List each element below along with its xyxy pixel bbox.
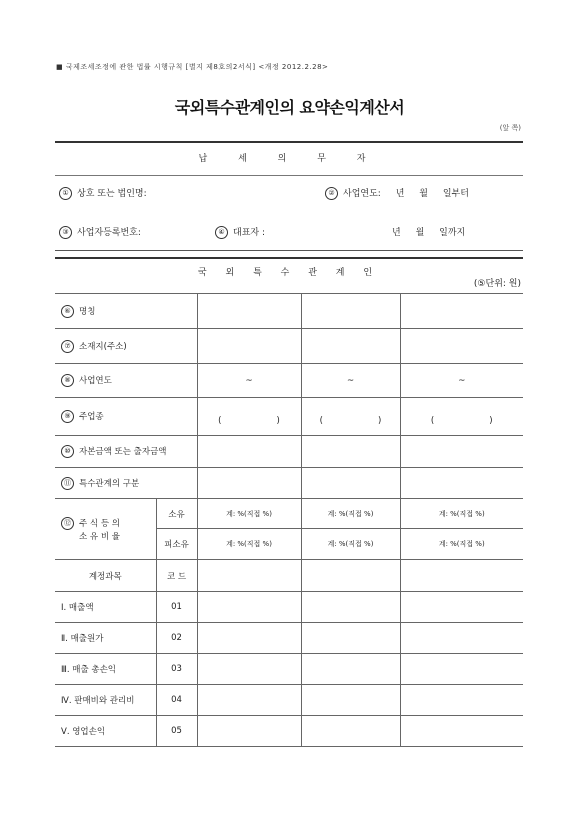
fiscal-year-end-field[interactable] [392, 225, 465, 238]
bizno-field[interactable] [59, 225, 141, 239]
account-row [55, 654, 523, 685]
circle-num-2: ② [325, 187, 338, 200]
corp-name-label: 상호 또는 법인명: [77, 189, 147, 199]
owned-by-pct-cell-3[interactable]: 계: %(직접 %) [400, 529, 523, 560]
owned-pct-cell-1[interactable]: 계: %(직접 %) [197, 499, 301, 529]
account-amount-cell[interactable] [197, 685, 301, 716]
name-cell-1[interactable] [197, 294, 301, 329]
account-code: 05 [156, 716, 197, 747]
row-share-owned [55, 499, 523, 529]
account-amount-cell[interactable] [400, 716, 523, 747]
circle-num-6: ⑥ [61, 305, 74, 318]
business-cell-2[interactable] [301, 398, 400, 436]
related-party-header: 국 외 특 수 관 계 인 [197, 268, 381, 278]
related-party-header-section [55, 257, 523, 294]
fiscal-year-cell-2[interactable]: ~ [301, 364, 400, 398]
paren-right: ) [378, 415, 382, 426]
representative-label: 대표자 : [233, 228, 265, 238]
account-amount-cell[interactable] [400, 654, 523, 685]
row-capital [55, 436, 523, 468]
paren-left: ( [430, 415, 435, 426]
year-label-a: 년 [395, 189, 405, 199]
capital-cell-1[interactable] [197, 436, 301, 468]
share-ratio-label-cell [55, 499, 156, 560]
capital-cell-3[interactable] [400, 436, 523, 468]
account-amount-cell[interactable] [301, 654, 400, 685]
name-cell-2[interactable] [301, 294, 400, 329]
account-amount-cell[interactable] [301, 685, 400, 716]
code-header: 코 드 [156, 560, 197, 592]
relation-label: 특수관계의 구분 [79, 478, 140, 489]
circle-num-1: ① [59, 187, 72, 200]
relation-cell-2[interactable] [301, 468, 400, 499]
bizno-label: 사업자등록번호: [77, 228, 141, 238]
from-day-label: 일부터 [442, 189, 469, 199]
name-label: 명칭 [79, 306, 96, 317]
owned-label: 소유 [156, 499, 197, 529]
address-cell-1[interactable] [197, 329, 301, 364]
owned-pct-cell-2[interactable]: 계: %(직접 %) [301, 499, 400, 529]
paren-left: ( [218, 415, 222, 426]
circle-num-8: ⑧ [61, 374, 74, 387]
form-title: 국외특수관계인의 요약손익계산서 [174, 98, 405, 117]
business-label: 주업종 [79, 412, 104, 422]
fiscal-year-row-label: 사업연도 [79, 376, 112, 386]
account-row [55, 592, 523, 623]
address-label: 소재지(주소) [79, 341, 127, 352]
account-header-cell-1 [197, 560, 301, 592]
to-day-label: 일까지 [439, 228, 466, 238]
fiscal-year-label: 사업연도: [343, 189, 381, 199]
account-code: 03 [156, 654, 197, 685]
relation-cell-3[interactable] [400, 468, 523, 499]
row-name [55, 294, 523, 329]
address-cell-2[interactable] [301, 329, 400, 364]
circle-num-12: ⑫ [61, 517, 74, 530]
taxpayer-header: 납 세 의 무 자 [55, 143, 523, 176]
owned-by-pct-cell-1[interactable]: 계: %(직접 %) [197, 529, 301, 560]
account-amount-cell[interactable] [301, 592, 400, 623]
share-ratio-label-2: 소 유 비 율 [79, 531, 120, 542]
circle-num-11: ⑪ [61, 477, 74, 490]
business-cell-1[interactable] [197, 398, 301, 436]
account-amount-cell[interactable] [301, 623, 400, 654]
relation-cell-1[interactable] [197, 468, 301, 499]
account-amount-cell[interactable] [301, 716, 400, 747]
share-ratio-label-1: 주 식 등 의 [79, 518, 120, 529]
account-name: Ⅱ. 매출원가 [55, 623, 156, 654]
circle-num-4: ④ [215, 226, 228, 239]
account-amount-cell[interactable] [197, 592, 301, 623]
account-row [55, 685, 523, 716]
account-name: Ⅴ. 영업손익 [55, 716, 156, 747]
fiscal-year-label-cell [55, 364, 197, 398]
paren-right: ) [276, 415, 280, 426]
owned-by-pct-cell-2[interactable]: 계: %(직접 %) [301, 529, 400, 560]
capital-label: 자본금액 또는 출자금액 [79, 447, 167, 457]
address-cell-3[interactable] [400, 329, 523, 364]
account-amount-cell[interactable] [197, 716, 301, 747]
owned-pct-cell-3[interactable]: 계: %(직접 %) [400, 499, 523, 529]
account-header-cell-2 [301, 560, 400, 592]
account-amount-cell[interactable] [400, 623, 523, 654]
account-amount-cell[interactable] [400, 685, 523, 716]
account-amount-cell[interactable] [400, 592, 523, 623]
row-main-business [55, 398, 523, 436]
account-header: 계정과목 [55, 560, 156, 592]
account-amount-cell[interactable] [197, 623, 301, 654]
name-cell-3[interactable] [400, 294, 523, 329]
account-code: 01 [156, 592, 197, 623]
corp-name-field[interactable] [59, 186, 147, 200]
account-row [55, 623, 523, 654]
capital-cell-2[interactable] [301, 436, 400, 468]
row-account-header [55, 560, 523, 592]
circle-num-10: ⑩ [61, 445, 74, 458]
circle-num-7: ⑦ [61, 340, 74, 353]
paren-right: ) [489, 415, 493, 426]
account-code: 04 [156, 685, 197, 716]
circle-num-9: ⑨ [61, 410, 74, 423]
fiscal-year-cell-1[interactable]: ~ [197, 364, 301, 398]
account-header-cell-3 [400, 560, 523, 592]
name-label-cell [55, 294, 197, 329]
account-name: Ⅰ. 매출액 [55, 592, 156, 623]
page-side-label: (앞 쪽) [499, 124, 521, 132]
account-row [55, 716, 523, 747]
circle-num-3: ③ [59, 226, 72, 239]
unit-label: (⑤단위: 원) [473, 279, 521, 289]
account-code: 02 [156, 623, 197, 654]
taxpayer-section [55, 141, 523, 251]
owned-by-label: 피소유 [156, 529, 197, 560]
account-name: Ⅳ. 판매비와 관리비 [55, 685, 156, 716]
form-reference-note: ■ 국제조세조정에 관한 법률 시행규칙 [별지 제8호의2서식] <개정 2012.2.28> [56, 63, 329, 71]
fiscal-year-field[interactable] [325, 186, 469, 200]
related-party-table [55, 293, 523, 747]
address-label-cell [55, 329, 197, 364]
row-relation [55, 468, 523, 499]
row-address [55, 329, 523, 364]
fiscal-year-cell-3[interactable]: ~ [400, 364, 523, 398]
relation-label-cell [55, 468, 197, 499]
account-amount-cell[interactable] [197, 654, 301, 685]
account-name: Ⅲ. 매출 총손익 [55, 654, 156, 685]
representative-field[interactable] [215, 225, 265, 239]
month-label-a: 월 [419, 189, 428, 199]
capital-label-cell [55, 436, 197, 468]
year-label-b: 년 [392, 228, 401, 238]
row-fiscal-year [55, 364, 523, 398]
business-label-cell [55, 398, 197, 436]
business-cell-3[interactable] [400, 398, 523, 436]
paren-left: ( [319, 415, 323, 426]
month-label-b: 월 [415, 228, 425, 238]
